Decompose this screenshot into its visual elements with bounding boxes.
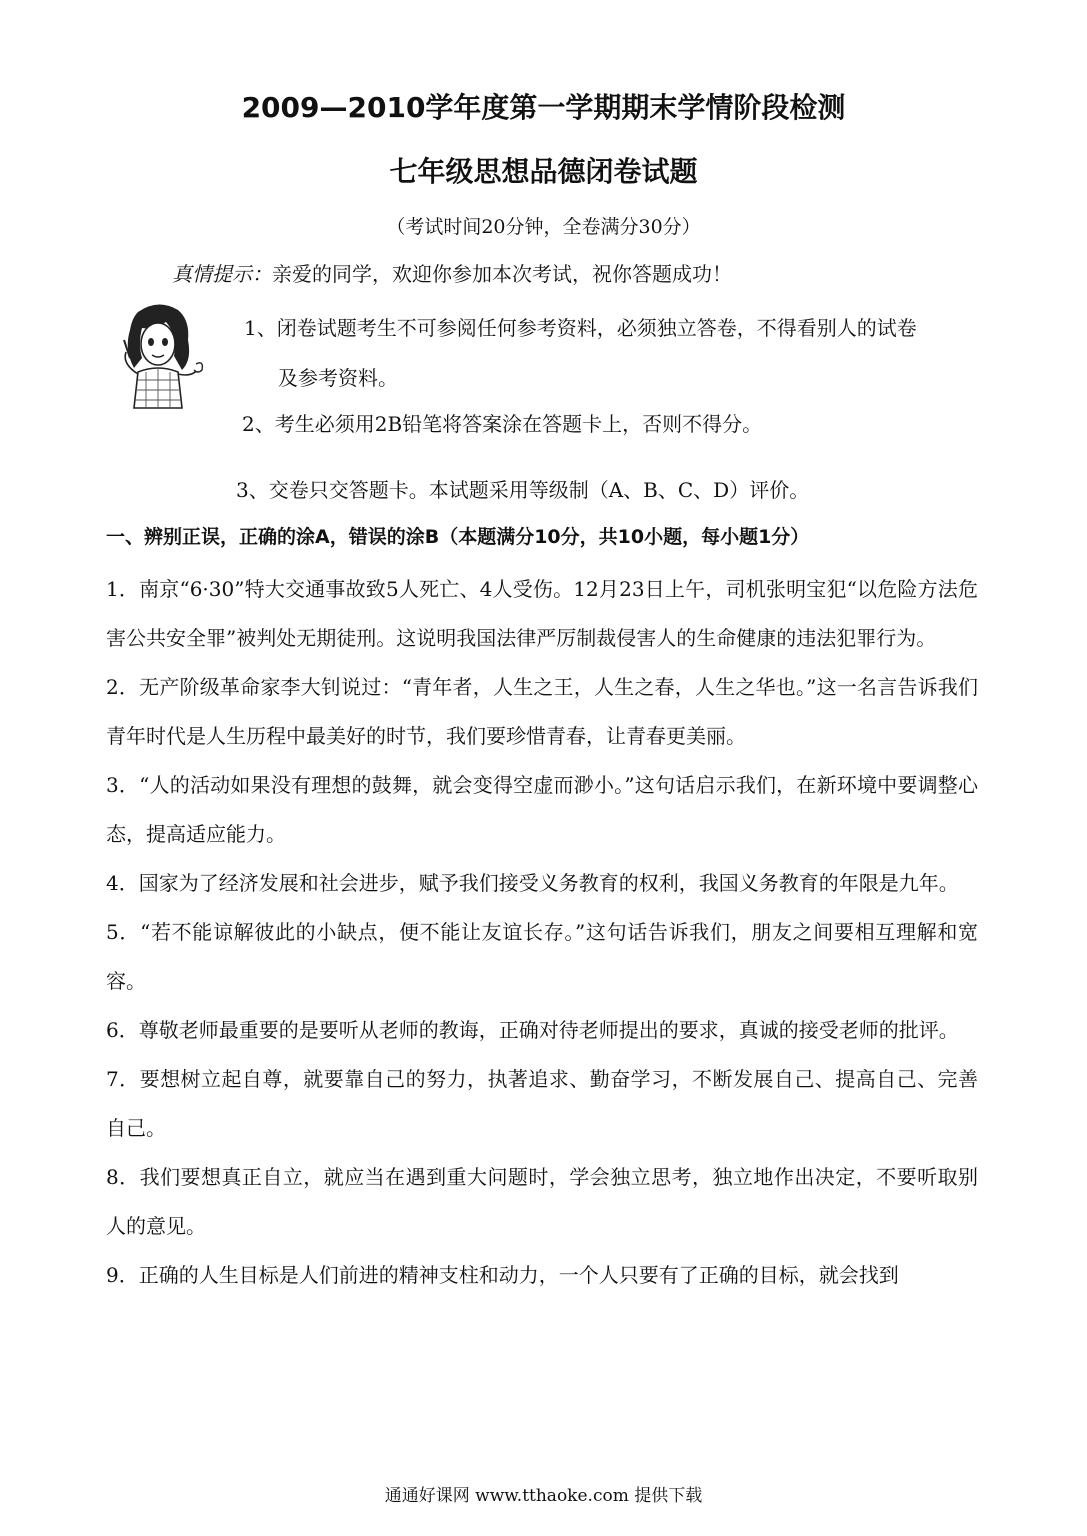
question-list (106, 565, 978, 1300)
rule-1-continued: 及参考资料。 (278, 366, 398, 390)
rule-1: 1、闭卷试题考生不可参阅任何参考资料，必须独立答卷，不得看别人的试卷 (244, 316, 917, 340)
question-3: 3．“人的活动如果没有理想的鼓舞，就会变得空虚而渺小。”这句话启示我们，在新环境中要调整心态，提高适应能力。 (106, 773, 978, 846)
tip-line (172, 258, 732, 287)
rule-3: 3、交卷只交答题卡。本试题采用等级制（A、B、C、D）评价。 (236, 478, 810, 502)
question-4: 4．国家为了经济发展和社会进步，赋予我们接受义务教育的权利，我国义务教育的年限是九年。 (106, 871, 959, 895)
rule-2: 2、考生必须用2B铅笔将答案涂在答题卡上，否则不得分。 (242, 412, 763, 436)
exam-subtitle: 七年级思想品德闭卷试题 (389, 155, 698, 188)
exam-title: 2009—2010学年度第一学期期末学情阶段检测 (241, 91, 846, 124)
exam-info: （考试时间20分钟，全卷满分30分） (386, 216, 701, 238)
question-5: 5．“若不能谅解彼此的小缺点，便不能让友谊长存。”这句话告诉我们，朋友之间要相互理解和宽容。 (106, 920, 978, 993)
question-2: 2．无产阶级革命家李大钊说过：“青年者，人生之王，人生之春，人生之华也。”这一名言告诉我们青年时代是人生历程中最美好的时节，我们要珍惜青春，让青春更美丽。 (106, 675, 978, 748)
question-8: 8．我们要想真正自立，就应当在遇到重大问题时，学会独立思考，独立地作出决定，不要听取别人的意见。 (106, 1165, 978, 1238)
cartoon-girl-icon (108, 300, 208, 420)
section-heading: 一、辨别正误，正确的涂A，错误的涂B（本题满分10分，共10小题，每小题1分） (106, 526, 810, 548)
tip-label: 真情提示： (172, 262, 272, 286)
footer-credit: 通通好课网 www.tthaoke.com 提供下载 (384, 1486, 703, 1506)
question-9: 9．正确的人生目标是人们前进的精神支柱和动力，一个人只要有了正确的目标，就会找到 (106, 1263, 899, 1287)
question-1: 1．南京“6·30”特大交通事故致5人死亡、4人受伤。12月23日上午，司机张明宝犯“以危险方法危害公共安全罪”被判处无期徒刑。这说明我国法律严厉制裁侵害人的生命健康的违法犯罪行为。 (106, 577, 978, 650)
question-7: 7．要想树立起自尊，就要靠自己的努力，执著追求、勤奋学习，不断发展自己、提高自己、完善自己。 (106, 1067, 978, 1140)
question-6: 6．尊敬老师最重要的是要听从老师的教诲，正确对待老师提出的要求，真诚的接受老师的批评。 (106, 1018, 959, 1042)
tip-text: 亲爱的同学，欢迎你参加本次考试，祝你答题成功！ (272, 262, 732, 286)
